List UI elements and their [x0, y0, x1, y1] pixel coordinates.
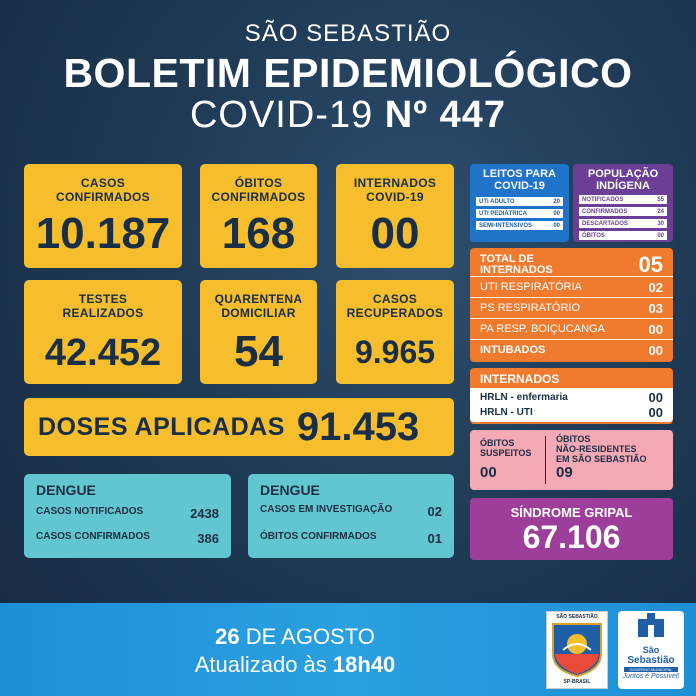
obitos-suspeitos-left: ÓBITOS SUSPEITOS 00: [470, 436, 546, 484]
indigena-row: DESCARTADOS 30: [579, 219, 667, 228]
prefeitura-logo: São Sebastião GOVERNO MUNICIPAL Juntos é Possível!: [618, 611, 684, 689]
internados-row: PA RESP. BOIÇUCANGA 00: [470, 318, 673, 339]
sindrome-value: 67.106: [522, 519, 621, 555]
dengue-row: CASOS CONFIRMADOS 386: [36, 531, 219, 546]
city-coat-of-arms-logo: SÃO SEBASTIÃO SP-BRASIL: [546, 611, 608, 689]
indigena-row: ÓBITOS 00: [579, 231, 667, 240]
dengue-title: DENGUE: [36, 482, 96, 498]
footer-date: 26 DE AGOSTO: [215, 624, 375, 649]
dengue-card-2: [248, 474, 454, 558]
indigena-row: CONFIRMADOS 24: [579, 207, 667, 216]
leitos-row: UTI PEDIÁTRICA 00: [476, 209, 563, 218]
card-label: INTERNADOS COVID-19: [353, 176, 437, 204]
header-city: SÃO SEBASTIÃO: [244, 20, 452, 47]
hrln-rows: [470, 388, 673, 422]
header-title: BOLETIM EPIDEMIOLÓGICO: [63, 50, 633, 96]
sindrome-gripal-box: [470, 498, 673, 560]
obitos-nao-residentes-value: 09: [556, 464, 573, 481]
dengue-title: DENGUE: [260, 482, 320, 498]
card-casos-recuperados: [336, 280, 454, 384]
indigena-title: POPULAÇÃO INDÍGENA: [587, 168, 659, 192]
internados-row: UTI RESPIRATÓRIA 02: [470, 276, 673, 297]
obitos-suspeitos-box: [470, 430, 673, 490]
total-internados-header: [470, 248, 673, 276]
card-value: 10.187: [35, 209, 171, 258]
hrln-row: HRLN - enfermaria 00: [480, 390, 663, 405]
internados-row: INTUBADOS 00: [470, 339, 673, 360]
header-subtitle: [0, 94, 696, 137]
card-quarentena-domiciliar: [200, 280, 317, 384]
card-testes-realizados: [24, 280, 182, 384]
sindrome-label: SÍNDROME GRIPAL: [510, 505, 633, 520]
doses-label: DOSES APLICADAS: [38, 412, 285, 441]
church-icon: [618, 611, 684, 641]
card-label: TESTES REALIZADOS: [62, 292, 144, 320]
card-value: 9.965: [354, 334, 436, 370]
header-sub-prefix: COVID-19: [189, 94, 374, 136]
card-label: CASOS RECUPERADOS: [346, 292, 444, 320]
internados-hrln-box: [470, 368, 673, 424]
card-value: 168: [221, 209, 296, 258]
dengue-card-1: [24, 474, 231, 558]
footer-updated: Atualizado às 18h40: [194, 652, 396, 677]
internados-row: PS RESPIRATÓRIO 03: [470, 297, 673, 318]
doses-value: 91.453: [296, 404, 420, 449]
coat-of-arms-icon: [547, 620, 607, 678]
leitos-title: LEITOS PARA COVID-19: [483, 168, 556, 192]
card-label: CASOS CONFIRMADOS: [56, 176, 150, 204]
card-casos-confirmados: [24, 164, 182, 268]
card-internados-covid: [336, 164, 454, 268]
total-internados-box: [470, 248, 673, 362]
dengue-row: CASOS NOTIFICADOS 2438: [36, 506, 219, 521]
dengue-row: CASOS EM INVESTIGAÇÃO 02: [260, 504, 442, 519]
obitos-suspeitos-value: 00: [480, 464, 497, 481]
card-value: 42.452: [44, 332, 162, 374]
leitos-covid-box: [470, 164, 569, 242]
card-value: 54: [234, 327, 283, 376]
doses-aplicadas-bar: [24, 398, 454, 456]
total-internados-title: TOTAL DE INTERNADOS: [480, 252, 553, 276]
card-value: 00: [370, 209, 420, 258]
populacao-indigena-box: [573, 164, 673, 242]
hrln-title: INTERNADOS: [480, 372, 560, 386]
card-label: QUARENTENA DOMICILIAR: [214, 292, 303, 320]
card-label: ÓBITOS CONFIRMADOS: [211, 176, 306, 204]
indigena-row: NOTIFICADOS 55: [579, 195, 667, 204]
leitos-row: SEMI-INTENSIVOS 00: [476, 221, 563, 230]
card-obitos-confirmados: [200, 164, 317, 268]
total-internados-value: 05: [638, 251, 663, 277]
leitos-row: UTI ADULTO 20: [476, 197, 563, 206]
obitos-nao-residentes: ÓBITOS NÃO-RESIDENTES EM SÃO SEBASTIÃO 09: [556, 434, 647, 481]
dengue-row: ÓBITOS CONFIRMADOS 01: [260, 531, 442, 546]
header-bulletin-number: Nº 447: [384, 94, 507, 136]
hrln-row: HRLN - UTI 00: [480, 405, 663, 420]
